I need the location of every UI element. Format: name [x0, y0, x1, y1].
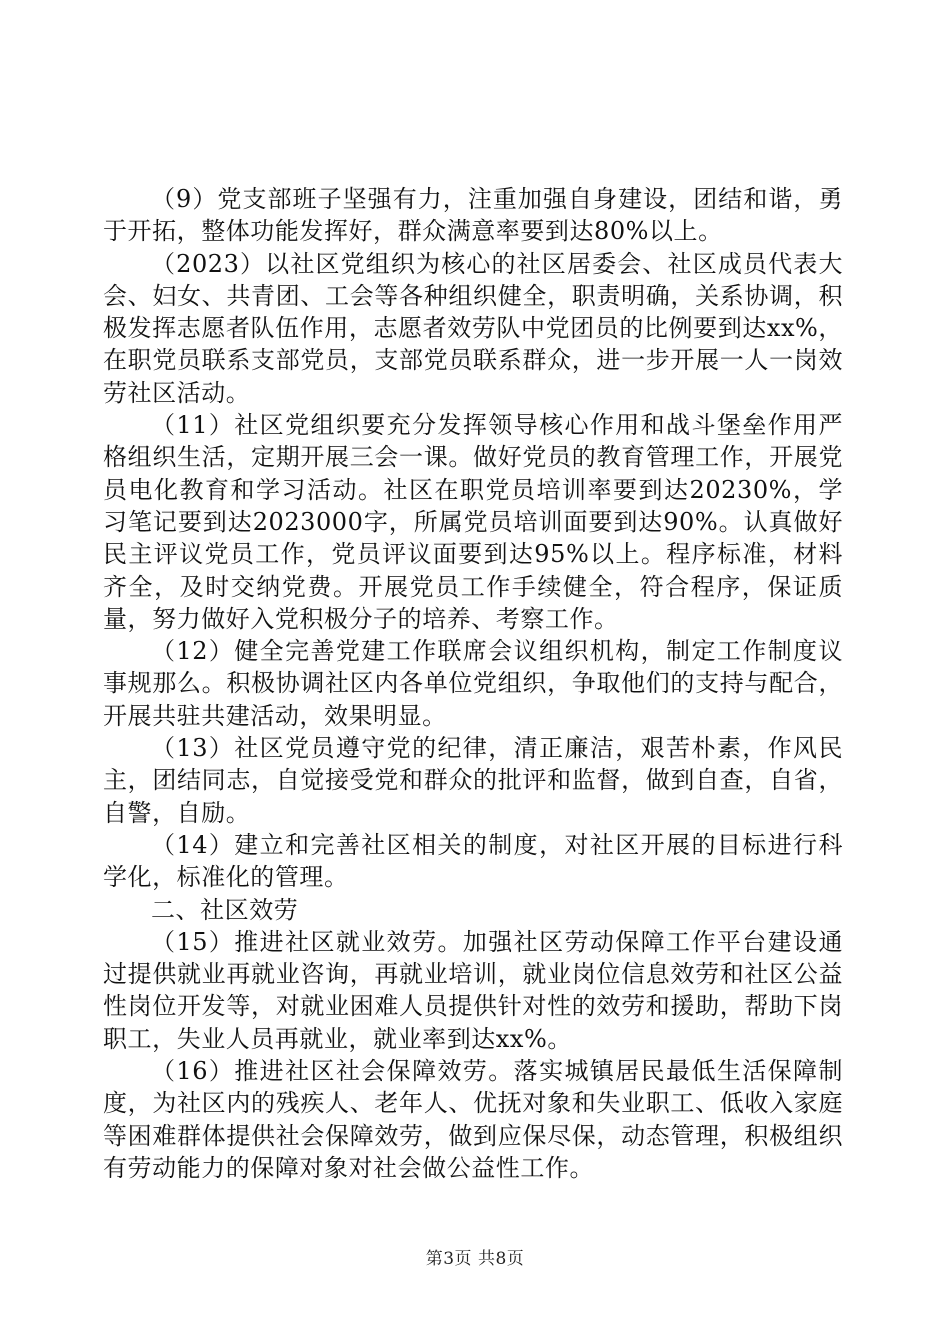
paragraph-10: （2023）以社区党组织为核心的社区居委会、社区成员代表大会、妇女、共青团、工会等各种组织健全，职责明确，关系协调，积极发挥志愿者队伍作用，志愿者效劳队中党团员的比例要到达xx%，在职党员联系支部党员，支部党员联系群众，进一步开展一人一岗效劳社区活动。	[103, 249, 843, 407]
section-heading: 二、社区效劳	[151, 895, 299, 924]
paragraph-14: （14）建立和完善社区相关的制度，对社区开展的目标进行科学化，标准化的管理。	[103, 830, 843, 892]
page-footer: 第3页 共8页	[425, 1249, 525, 1269]
document-body	[103, 183, 843, 1184]
paragraph-9: （9）党支部班子坚强有力，注重加强自身建设，团结和谐，勇于开拓，整体功能发挥好，群众满意率要到达80%以上。	[103, 185, 843, 246]
paragraph-12: （12）健全完善党建工作联席会议组织机构，制定工作制度议事规那么。积极协调社区内各单位党组织，争取他们的支持与配合，开展共驻共建活动，效果明显。	[103, 637, 843, 730]
paragraph-11: （11）社区党组织要充分发挥领导核心作用和战斗堡垒作用严格组织生活，定期开展三会一课。做好党员的教育管理工作，开展党员电化教育和学习活动。社区在职党员培训率要到达20230%，学习笔记要到达2023000字，所属党员培训面要到达90%。认真做好民主评议党员工作，党员评议面要到达95%以上。程序标准，材料齐全，及时交纳党费。开展党员工作手续健全，符合程序，保证质量，努力做好入党积极分子的培养、考察工作。	[103, 411, 843, 633]
paragraph-15: （15）推进社区就业效劳。加强社区劳动保障工作平台建设通过提供就业再就业咨询，再就业培训，就业岗位信息效劳和社区公益性岗位开发等，对就业困难人员提供针对性的效劳和援助，帮助下岗职工，失业人员再就业，就业率到达xx%。	[103, 927, 843, 1053]
paragraph-16: （16）推进社区社会保障效劳。落实城镇居民最低生活保障制度，为社区内的残疾人、老年人、优抚对象和失业职工、低收入家庭等困难群体提供社会保障效劳，做到应保尽保，动态管理，积极组织有劳动能力的保障对象对社会做公益性工作。	[103, 1057, 843, 1182]
paragraph-13: （13）社区党员遵守党的纪律，清正廉洁，艰苦朴素，作风民主，团结同志，自觉接受党和群众的批评和监督，做到自查，自省，自警，自励。	[103, 734, 843, 827]
